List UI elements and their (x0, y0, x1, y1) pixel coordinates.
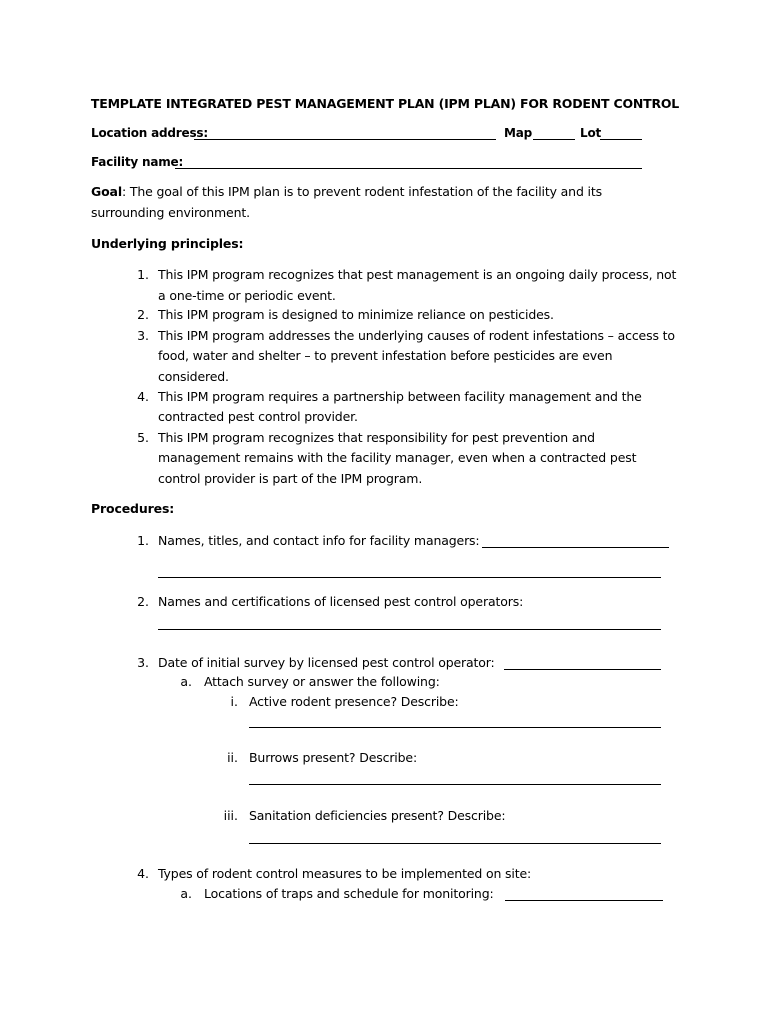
principle-text: This IPM program addresses the underlying causes of rodent infestations – access to (158, 328, 675, 343)
trap-locations-field[interactable] (505, 900, 663, 901)
map-field[interactable] (533, 139, 575, 140)
principle-number: 1. (137, 267, 149, 282)
sanitation-deficiencies-field[interactable] (249, 843, 661, 844)
location-address-field[interactable] (194, 139, 496, 140)
principle-number: 5. (137, 430, 149, 445)
principle-text: management remains with the facility manager, even when a contracted pest (158, 450, 637, 465)
principle-number: 3. (137, 328, 149, 343)
principle-text: a one-time or periodic event. (158, 288, 336, 303)
sub-item-letter: a. (180, 886, 192, 901)
document-title: TEMPLATE INTEGRATED PEST MANAGEMENT PLAN (IPM PLAN) FOR RODENT CONTROL (90, 96, 680, 111)
procedure-4a-text: Locations of traps and schedule for monitoring: (204, 886, 494, 901)
principle-text: contracted pest control provider. (158, 409, 358, 424)
lot-field[interactable] (600, 139, 642, 140)
procedure-4-text: Types of rodent control measures to be implemented on site: (158, 866, 532, 881)
procedure-3-text: Date of initial survey by licensed pest control operator: (158, 655, 495, 670)
principle-text: This IPM program requires a partnership between facility management and the (158, 389, 642, 404)
principle-text: This IPM program recognizes that pest management is an ongoing daily process, not (158, 267, 677, 282)
procedure-3aii-text: Burrows present? Describe: (249, 750, 418, 765)
procedure-number: 1. (137, 533, 149, 548)
principle-text: considered. (158, 369, 229, 384)
goal-line-1 (91, 184, 602, 199)
goal-line-2: surrounding environment. (91, 205, 250, 220)
facility-name-field[interactable] (175, 168, 642, 169)
map-label: Map (504, 126, 533, 140)
pest-control-operators-field[interactable] (158, 629, 661, 630)
principle-text: food, water and shelter – to prevent infestation before pesticides are even (158, 348, 613, 363)
procedure-3ai-text: Active rodent presence? Describe: (249, 694, 459, 709)
principle-text: This IPM program recognizes that responsibility for pest prevention and (158, 430, 595, 445)
facility-managers-field-line-2[interactable] (158, 577, 661, 578)
procedure-3a-text: Attach survey or answer the following: (204, 674, 440, 689)
principle-number: 2. (137, 307, 149, 322)
location-address-label: Location address: (91, 126, 208, 140)
initial-survey-date-field[interactable] (504, 669, 661, 670)
procedure-number: 2. (137, 594, 149, 609)
goal-label: Goal (91, 184, 122, 199)
facility-name-label: Facility name: (91, 155, 184, 169)
principle-text: This IPM program is designed to minimize reliance on pesticides. (158, 307, 554, 322)
active-rodent-presence-field[interactable] (249, 727, 661, 728)
procedures-heading: Procedures: (91, 501, 175, 516)
lot-label: Lot (580, 126, 602, 140)
sub-item-roman: ii. (227, 750, 238, 765)
procedure-2-text: Names and certifications of licensed pest control operators: (158, 594, 524, 609)
facility-managers-field[interactable] (482, 547, 669, 548)
procedure-number: 3. (137, 655, 149, 670)
principle-number: 4. (137, 389, 149, 404)
procedure-1-text: Names, titles, and contact info for facility managers: (158, 533, 480, 548)
principles-heading: Underlying principles: (91, 236, 244, 251)
goal-text: : The goal of this IPM plan is to prevent rodent infestation of the facility and its (121, 184, 602, 199)
procedure-3aiii-text: Sanitation deficiencies present? Describe: (249, 808, 506, 823)
sub-item-roman: iii. (223, 808, 238, 823)
procedure-number: 4. (137, 866, 149, 881)
sub-item-roman: i. (230, 694, 238, 709)
sub-item-letter: a. (180, 674, 192, 689)
burrows-present-field[interactable] (249, 784, 661, 785)
principle-text: control provider is part of the IPM program. (158, 471, 423, 486)
